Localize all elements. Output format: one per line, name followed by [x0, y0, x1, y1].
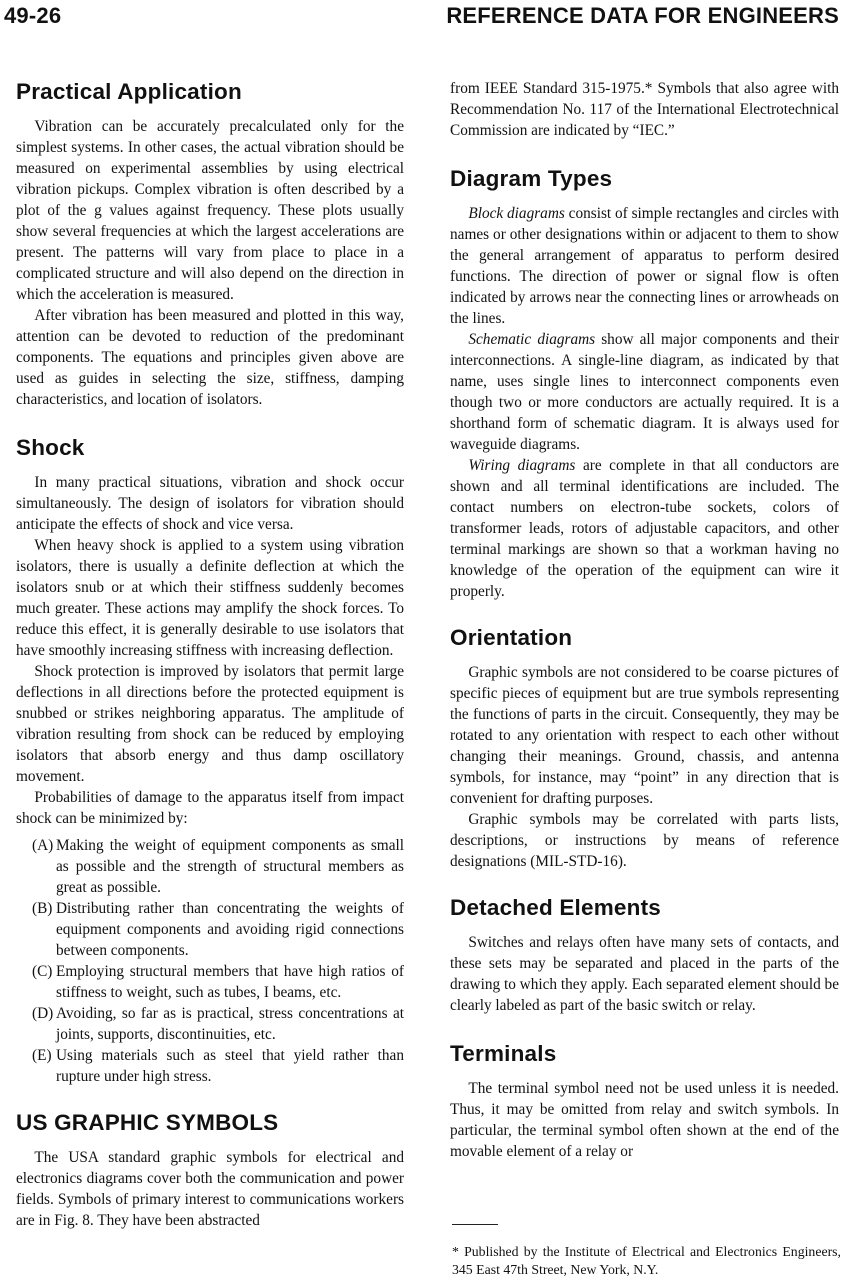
paragraph: The USA standard graphic symbols for electrical and electronics diagrams cover both the communication and power fields. Symbols of primary interest to communications workers are in Fig. 8. They have been abstracted	[16, 1149, 404, 1229]
paragraph-text: are complete in that all conductors are shown and all terminal identifications are included. The contact numbers on electron-tube sockets, colors of transformer leads, rotors of adjustable capacitors, and other terminal markings are shown so that a workman having no knowledge of the operation of the equipment can wire it properly.	[450, 457, 839, 600]
paragraph: After vibration has been measured and plotted in this way, attention can be devoted to reduction of the predominant components. The equations and principles given above are used as guides in selecting the size, stiffness, damping characteristics, and location of isolators.	[16, 307, 404, 408]
section-terminals	[450, 1040, 839, 1162]
paragraph	[450, 203, 839, 329]
term-wiring-diagrams: Wiring diagrams	[468, 457, 576, 474]
section-us-graphic-symbols	[16, 1109, 404, 1231]
running-head	[4, 3, 839, 31]
heading-detached-elements: Detached Elements	[450, 895, 661, 920]
book-title: REFERENCE DATA FOR ENGINEERS	[446, 3, 839, 28]
paragraph: Vibration can be accurately precalculated only for the simplest systems. In other cases, the actual vibration should be measured on experimental assemblies by using electrical vibration pickups. Complex vibration is often described by a plot of the g values against frequency. These plots usually show several frequencies at which the largest accelerations are present. The patterns will vary from place to place in a complicated structure and will also depend on the direction in which the acceleration is measured.	[16, 118, 404, 303]
footnote-rule	[452, 1224, 498, 1225]
heading-diagram-types: Diagram Types	[450, 166, 613, 191]
paragraph: Probabilities of damage to the apparatus itself from impact shock can be minimized by:	[16, 789, 404, 827]
footnote: * Published by the Institute of Electrical and Electronics Engineers, 345 East 47th Street, New York, N.Y.	[452, 1243, 841, 1277]
heading-orientation: Orientation	[450, 625, 573, 650]
paragraph	[450, 329, 839, 455]
paragraph: In many practical situations, vibration and shock occur simultaneously. The design of isolators for vibration should anticipate the effects of shock and vice versa.	[16, 474, 404, 533]
paragraph	[450, 455, 839, 602]
page-number: 49-26	[4, 3, 62, 28]
right-column	[450, 78, 839, 1162]
list-item-label: (C)	[32, 963, 53, 980]
paragraph-text: show all major components and their interconnections. A single-line diagram, as indicated by that name, uses single lines to interconnect components even though two or more conductors are actually required. It is a shorthand form of schematic diagram. It is always used for waveguide diagrams.	[450, 331, 839, 453]
list-item	[16, 1003, 404, 1045]
heading-us-graphic-symbols: US GRAPHIC SYMBOLS	[16, 1110, 279, 1135]
list-item	[16, 835, 404, 898]
heading-practical-application: Practical Application	[16, 79, 242, 104]
list-item-label: (E)	[32, 1047, 52, 1064]
section-shock	[16, 434, 404, 1087]
list-item-label: (B)	[32, 900, 53, 917]
paragraph-text: consist of simple rectangles and circles with names or other designations within or adjacent to them to show the general arrangement of apparatus to perform desired functions. The direction of power or signal flow is often indicated by arrows near the connecting lines or arrowheads on the lines.	[450, 205, 839, 327]
paragraph: from IEEE Standard 315-1975.* Symbols that also agree with Recommendation No. 117 of the International Electrotechnical Commission are indicated by “IEC.”	[450, 80, 839, 139]
list-item-text: Making the weight of equipment components as small as possible and the strength of structural members as great as possible.	[56, 837, 404, 896]
paragraph: Shock protection is improved by isolators that permit large deflections in all directions before the protected equipment is snubbed or strikes neighboring apparatus. The amplitude of vibration resulting from shock can be reduced by employing isolators that absorb energy and thus damp oscillatory movement.	[16, 663, 404, 785]
section-orientation	[450, 624, 839, 872]
list-item-text: Employing structural members that have high ratios of stiffness to weight, such as tubes, I beams, etc.	[56, 963, 404, 1001]
paragraph: Switches and relays often have many sets of contacts, and these sets may be separated and placed in the parts of the drawing to which they apply. Each separated element should be clearly labeled as part of the basic switch or relay.	[450, 934, 839, 1014]
section-diagram-types	[450, 165, 839, 602]
list-item	[16, 1045, 404, 1087]
list-item-text: Distributing rather than concentrating the weights of equipment components and avoiding rigid connections between components.	[56, 900, 404, 959]
term-block-diagrams: Block diagrams	[468, 205, 565, 222]
list-item-text: Avoiding, so far as is practical, stress concentrations at joints, supports, discontinuities, etc.	[56, 1005, 404, 1043]
term-schematic-diagrams: Schematic diagrams	[468, 331, 596, 348]
damage-minimization-list	[16, 835, 404, 1087]
list-item-text: Using materials such as steel that yield rather than rupture under high stress.	[56, 1047, 404, 1085]
list-item	[16, 898, 404, 961]
list-item	[16, 961, 404, 1003]
paragraph: When heavy shock is applied to a system using vibration isolators, there is usually a definite deflection at which the isolators snub or at which their stiffness suddenly becomes much greater. These actions may amplify the shock forces. To reduce this effect, it is generally desirable to use isolators that have smoothly increasing stiffness with increasing deflection.	[16, 537, 404, 659]
list-item-label: (D)	[32, 1005, 54, 1022]
section-detached-elements	[450, 894, 839, 1016]
heading-shock: Shock	[16, 435, 85, 460]
paragraph: The terminal symbol need not be used unless it is needed. Thus, it may be omitted from relay and switch symbols. In particular, the terminal symbol often shown at the end of the movable element of a relay or	[450, 1080, 839, 1160]
paragraph: Graphic symbols are not considered to be coarse pictures of specific pieces of equipment but are true symbols representing the functions of parts in the circuit. Consequently, they may be rotated to any orientation with respect to each other without changing their meanings. Ground, chassis, and antenna symbols, for instance, may “point” in any direction that is convenient for drafting purposes.	[450, 664, 839, 807]
section-practical-application	[16, 78, 404, 410]
heading-terminals: Terminals	[450, 1041, 557, 1066]
list-item-label: (A)	[32, 837, 54, 854]
left-column	[16, 78, 404, 1231]
paragraph: Graphic symbols may be correlated with parts lists, descriptions, or instructions by means of reference designations (MIL-STD-16).	[450, 811, 839, 870]
